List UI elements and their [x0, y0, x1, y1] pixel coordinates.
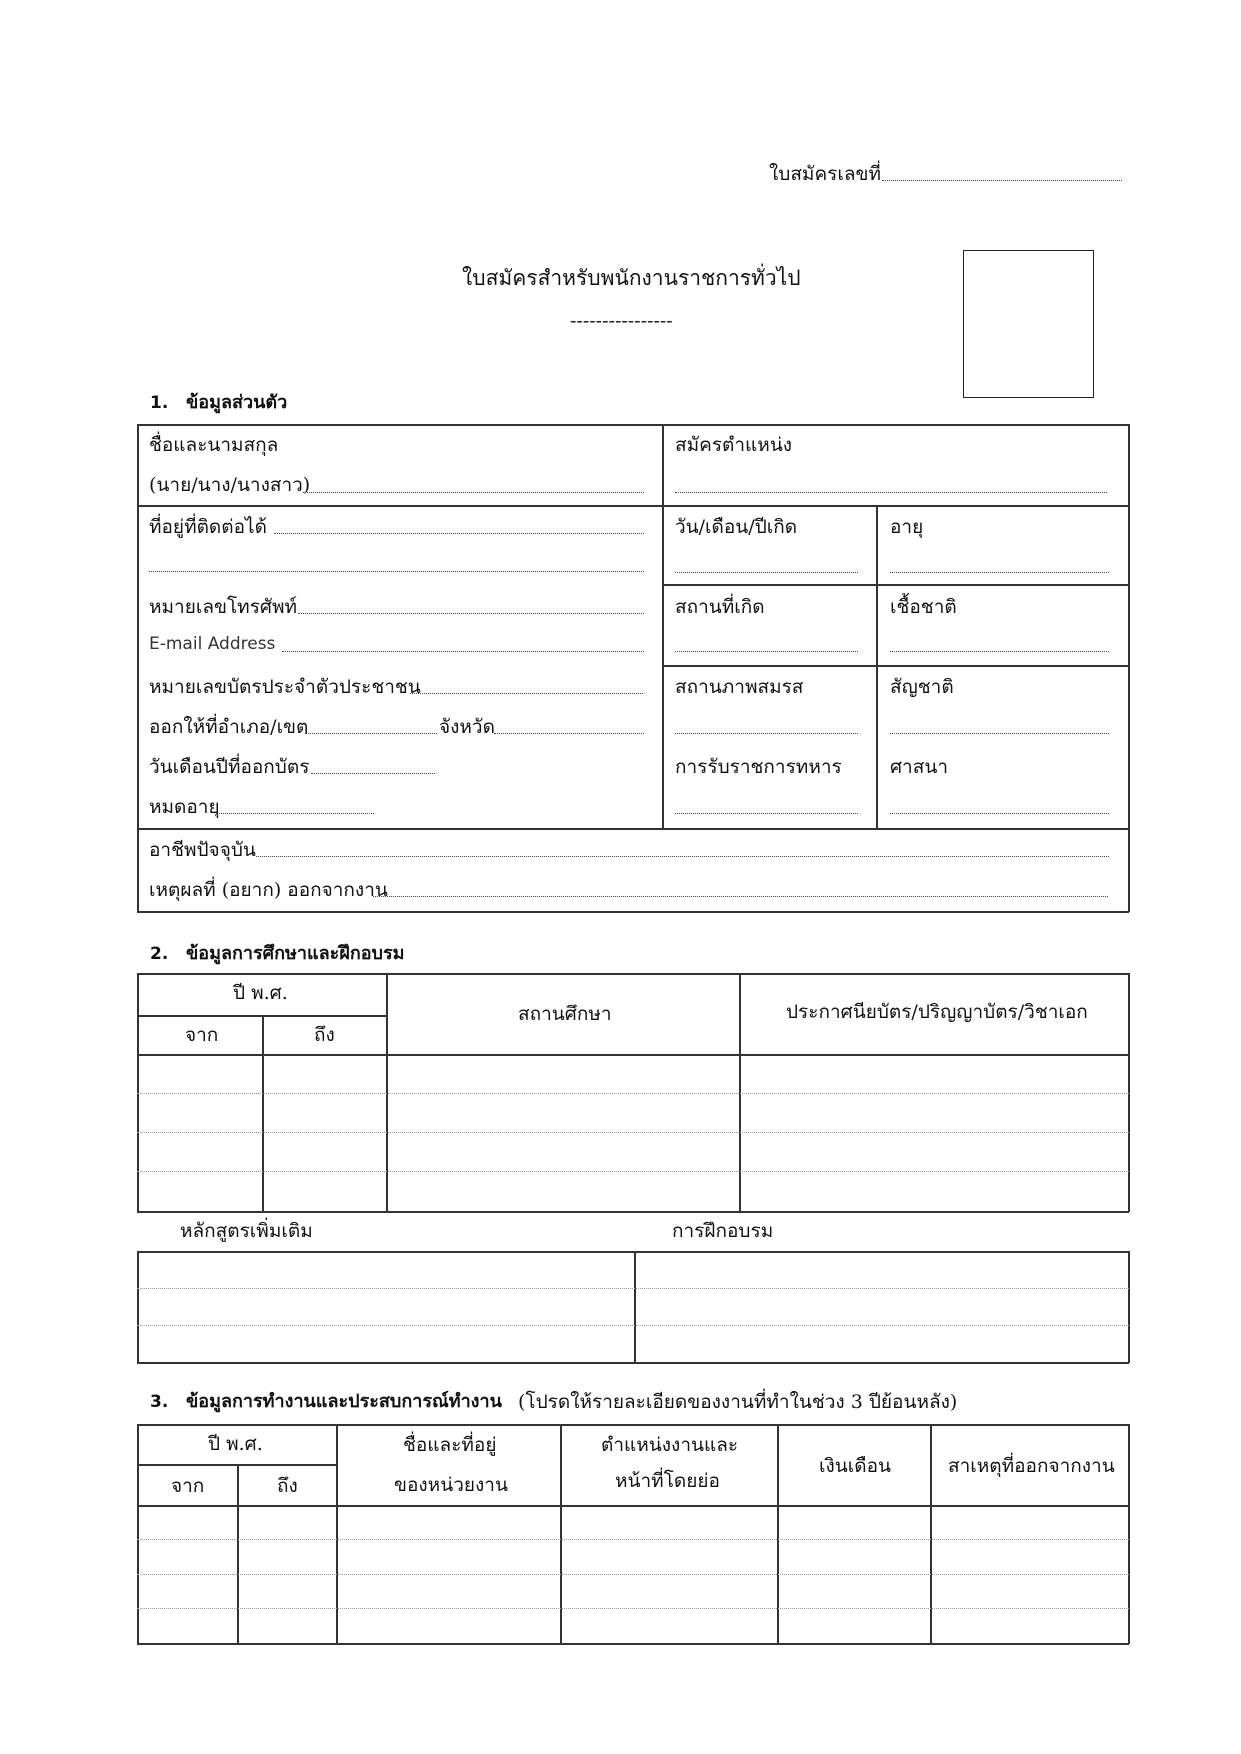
edu-school-header: สถานศึกษา [518, 1003, 612, 1025]
occupation-field[interactable] [256, 856, 1109, 857]
form-number-label: ใบสมัครเลขที่ [769, 163, 882, 185]
work-position-header-1: ตำแหน่งงานและ [601, 1434, 739, 1456]
leave-reason-label: เหตุผลที่ (อยาก) ออกจากงาน [149, 879, 388, 901]
work-position-header-2: หน้าที่โดยย่อ [615, 1470, 720, 1492]
work-org-header-1: ชื่อและที่อยู่ [403, 1434, 497, 1456]
email-field[interactable] [282, 651, 644, 652]
issued-district-label: ออกให้ที่อำเภอ/เขต [149, 716, 309, 738]
full-name-label: ชื่อและนามสกุล [149, 434, 279, 456]
race-field[interactable] [890, 651, 1109, 652]
section1-heading: ข้อมูลส่วนตัว [186, 392, 288, 413]
province-field[interactable] [494, 733, 644, 734]
section3-note: (โปรดให้รายละเอียดของงานที่ทำในช่วง 3 ปีย้อนหลัง) [518, 1391, 958, 1413]
expiry-field[interactable] [216, 813, 374, 814]
edu-year-header: ปี พ.ศ. [233, 982, 288, 1004]
section3-heading: ข้อมูลการทำงานและประสบการณ์ทำงาน [186, 1391, 502, 1412]
marital-status-label: สถานภาพสมรส [675, 676, 804, 698]
edu-degree-header: ประกาศนียบัตร/ปริญญาบัตร/วิชาเอก [786, 1001, 1088, 1023]
form-number-field[interactable] [882, 180, 1122, 181]
address-label: ที่อยู่ที่ติดต่อได้ [149, 516, 267, 538]
birth-date-label: วัน/เดือน/ปีเกิด [675, 516, 798, 538]
section2-heading: ข้อมูลการศึกษาและฝึกอบรม [186, 943, 405, 964]
military-field[interactable] [675, 813, 858, 814]
additional-courses-area[interactable] [139, 1253, 633, 1361]
occupation-label: อาชีพปัจจุบัน [149, 839, 256, 861]
work-reason-header: สาเหตุที่ออกจากงาน [948, 1455, 1115, 1477]
work-rows-area[interactable] [139, 1506, 1127, 1642]
photo-box [963, 250, 1094, 398]
issue-date-label: วันเดือนปีที่ออกบัตร [149, 756, 310, 778]
birth-place-label: สถานที่เกิด [675, 596, 765, 618]
leave-reason-field[interactable] [373, 896, 1108, 897]
expiry-label: หมดอายุ [149, 796, 220, 818]
phone-field[interactable] [298, 613, 644, 614]
section2-number: 2. [150, 944, 169, 964]
issue-date-field[interactable] [311, 773, 435, 774]
race-label: เชื้อชาติ [890, 596, 957, 618]
apply-position-field[interactable] [675, 492, 1107, 493]
address-field-1[interactable] [274, 533, 644, 534]
age-label: อายุ [890, 516, 924, 538]
training-area[interactable] [636, 1253, 1127, 1361]
edu-from-header: จาก [185, 1024, 219, 1046]
nationality-label: สัญชาติ [890, 676, 954, 698]
id-card-label: หมายเลขบัตรประจำตัวประชาชน [149, 676, 421, 698]
apply-position-label: สมัครตำแหน่ง [675, 434, 793, 456]
age-field[interactable] [890, 572, 1109, 573]
work-year-header: ปี พ.ศ. [208, 1433, 263, 1455]
section3-number: 3. [150, 1392, 169, 1412]
email-label: E-mail Address [149, 634, 276, 654]
full-name-field[interactable] [303, 492, 644, 493]
work-salary-header: เงินเดือน [819, 1455, 891, 1477]
birth-place-field[interactable] [675, 651, 858, 652]
province-label: จังหวัด [439, 716, 495, 738]
birth-date-field[interactable] [675, 572, 858, 573]
work-from-header: จาก [171, 1475, 205, 1497]
nationality-field[interactable] [890, 733, 1109, 734]
section1-number: 1. [150, 393, 169, 413]
id-card-field[interactable] [410, 693, 643, 694]
marital-status-field[interactable] [675, 733, 858, 734]
work-org-header-2: ของหน่วยงาน [394, 1474, 508, 1496]
address-field-2[interactable] [149, 571, 644, 572]
phone-label: หมายเลขโทรศัพท์ [149, 596, 298, 618]
issued-district-field[interactable] [305, 733, 437, 734]
title-rule: ---------------- [570, 310, 673, 332]
edu-to-header: ถึง [314, 1024, 335, 1046]
military-label: การรับราชการทหาร [675, 756, 842, 778]
religion-field[interactable] [890, 813, 1109, 814]
education-rows-area[interactable] [139, 1055, 1127, 1210]
training-label: การฝึกอบรม [672, 1220, 774, 1242]
religion-label: ศาสนา [890, 756, 948, 778]
additional-courses-label: หลักสูตรเพิ่มเติม [180, 1220, 313, 1242]
work-to-header: ถึง [277, 1475, 298, 1497]
page-title: ใบสมัครสำหรับพนักงานราชการทั่วไป [462, 266, 801, 290]
title-prefix-label: (นาย/นาง/นางสาว) [149, 474, 311, 496]
